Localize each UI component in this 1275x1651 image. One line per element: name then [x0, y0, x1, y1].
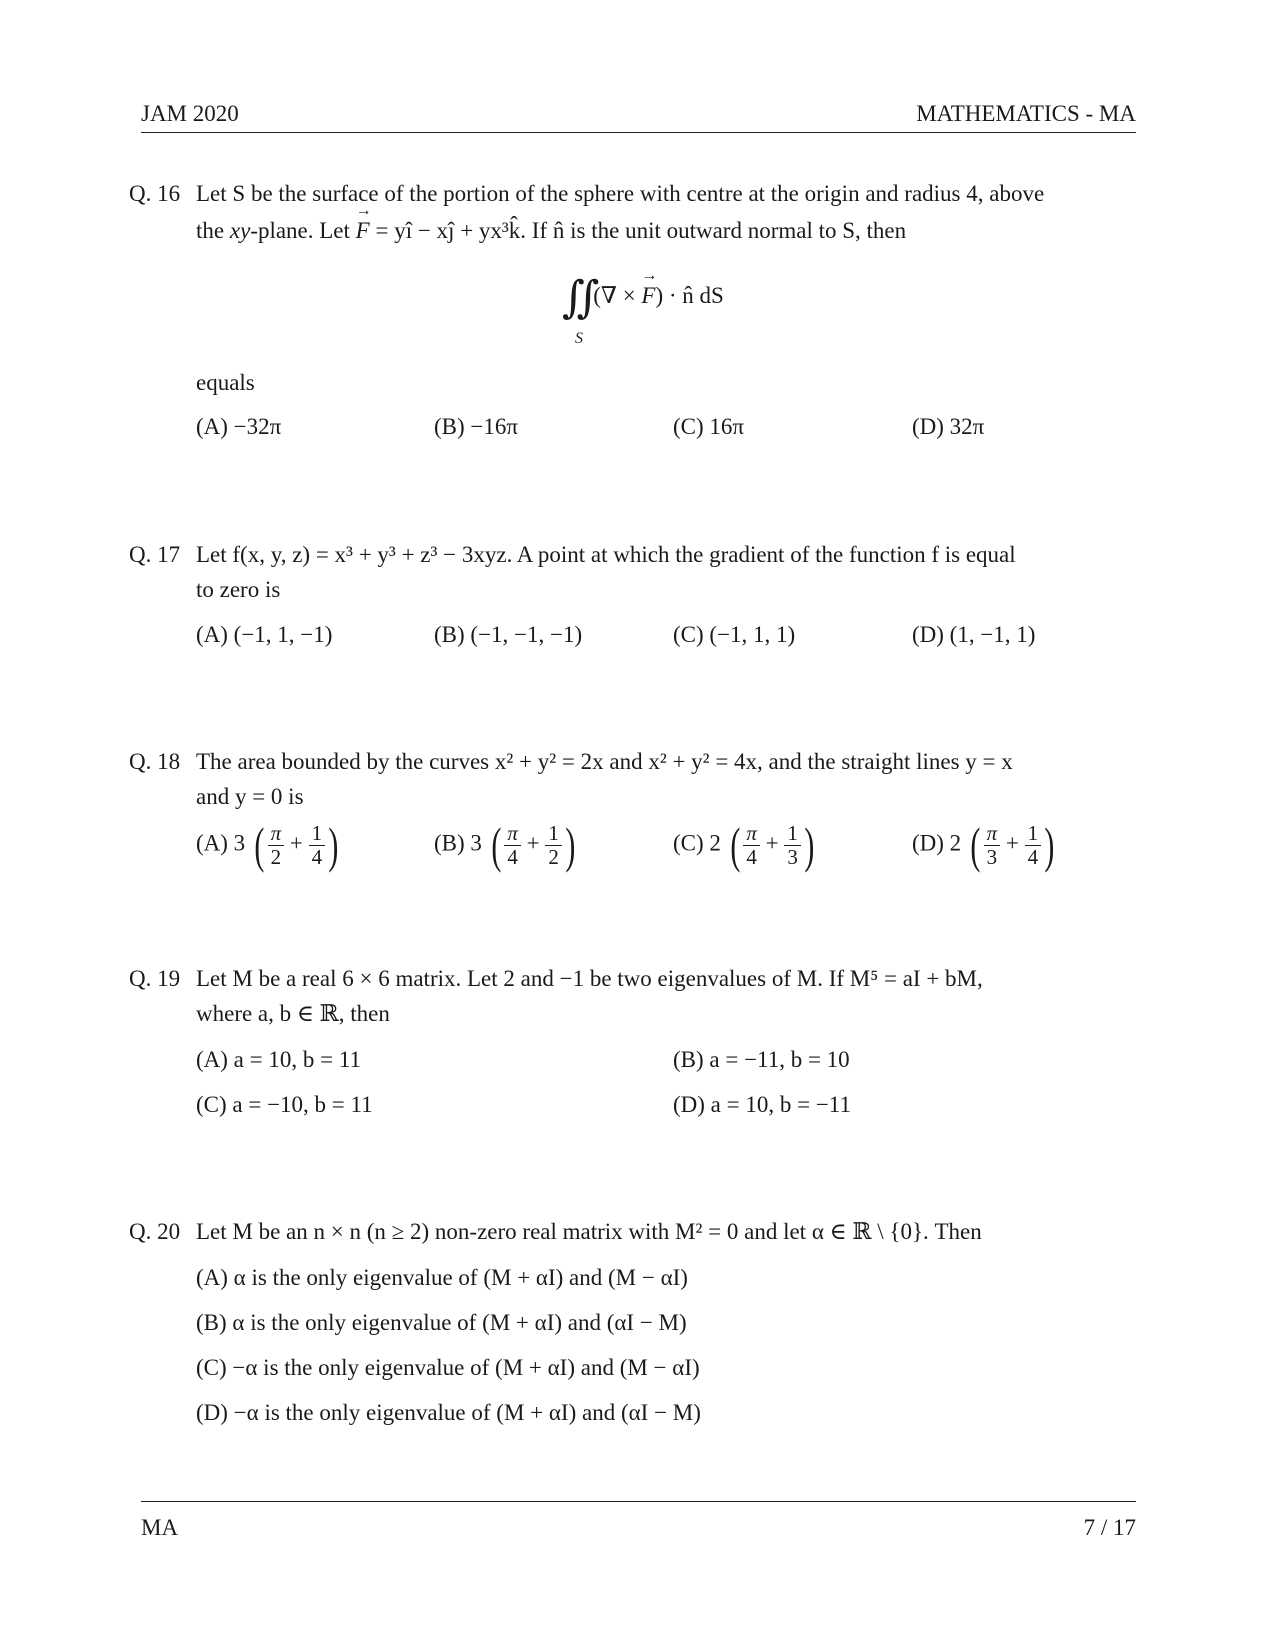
fraction: $\frac{\pi}{3}$ — [984, 822, 1001, 867]
vector-f: → F — [356, 218, 370, 244]
question-text-line: to zero is — [196, 577, 281, 602]
question-number: Q. 18 — [129, 749, 181, 774]
double-integral-sign: ∬ — [562, 273, 588, 322]
question-text-line: Let M be an n × n (n ≥ 2) non-zero real matrix with M² = 0 and let α ∈ ℝ \ {0}. Then — [196, 1219, 982, 1244]
fraction: $\frac{\pi}{2}$ — [268, 822, 285, 867]
right-paren: ) — [328, 817, 339, 873]
header-left: JAM 2020 — [141, 101, 239, 126]
option-c: (C) (−1, 1, 1) — [673, 622, 796, 647]
question-text-line: Let S be the surface of the portion of the sphere with centre at the origin and radius 4, above — [196, 181, 1045, 206]
option-b — [434, 817, 579, 873]
option-b: (B) α is the only eigenvalue of (M + αI) and (αI − M) — [196, 1310, 687, 1335]
fraction: $\frac{1}{4}$ — [1025, 822, 1042, 867]
option-c: (C) 16π — [673, 414, 745, 439]
left-paren: ( — [491, 817, 501, 873]
option-c: (C) −α is the only eigenvalue of (M + αI) and (M − αI) — [196, 1355, 700, 1380]
question-text-line: The area bounded by the curves x² + y² = 2x and x² + y² = 4x, and the straight lines y = x — [196, 749, 1013, 774]
footer-left: MA — [141, 1515, 179, 1540]
question-number: Q. 16 — [129, 181, 181, 206]
question-text-line: Let M be a real 6 × 6 matrix. Let 2 and −1 be two eigenvalues of M. If M⁵ = aI + bM, — [196, 966, 983, 991]
question-text-line: Let f(x, y, z) = x³ + y³ + z³ − 3xyz. A point at which the gradient of the function f is equal — [196, 542, 1016, 567]
fraction: $\frac{\pi}{4}$ — [504, 822, 521, 867]
header-right: MATHEMATICS - MA — [916, 101, 1136, 126]
option-c — [673, 817, 818, 873]
right-paren: ) — [804, 817, 815, 873]
fraction: $\frac{1}{4}$ — [309, 822, 326, 867]
option-b: (B) a = −11, b = 10 — [673, 1047, 850, 1072]
question-text-line — [196, 218, 906, 244]
option-a: (A) a = 10, b = 11 — [196, 1047, 361, 1072]
left-paren: ( — [730, 817, 740, 873]
surface-integral — [562, 272, 724, 323]
fraction: $\frac{1}{3}$ — [784, 822, 801, 867]
option-label: (B) 3 — [434, 830, 482, 856]
option-d: (D) (1, −1, 1) — [912, 622, 1036, 647]
fraction: $\frac{1}{2}$ — [545, 822, 562, 867]
option-label: (C) 2 — [673, 830, 721, 856]
plus-sign: + — [1005, 830, 1019, 856]
option-c: (C) a = −10, b = 11 — [196, 1092, 373, 1117]
text-run: = yî − xĵ + yx³k̂. If n̂ is the unit outward normal to S, then — [369, 218, 907, 243]
header-rule — [141, 132, 1136, 133]
plus-sign: + — [289, 830, 303, 856]
math-run: xy — [229, 218, 251, 243]
question-number: Q. 20 — [129, 1219, 181, 1244]
option-b: (B) −16π — [434, 414, 518, 439]
option-a: (A) −32π — [196, 414, 282, 439]
page-number: 7 / 17 — [1083, 1515, 1136, 1540]
integrand-part: ) · n̂ dS — [655, 282, 724, 308]
left-paren: ( — [970, 817, 981, 873]
plus-sign: + — [526, 830, 540, 856]
integral-subscript: S — [575, 330, 583, 347]
option-label: (D) 2 — [912, 830, 962, 856]
text-run: the — [196, 218, 230, 243]
footer-rule — [141, 1501, 1136, 1502]
option-a: (A) α is the only eigenvalue of (M + αI) and (M − αI) — [196, 1265, 688, 1290]
question-text-line: equals — [196, 370, 255, 395]
question-number: Q. 19 — [129, 966, 181, 991]
option-b: (B) (−1, −1, −1) — [434, 622, 583, 647]
question-text-line: and y = 0 is — [196, 784, 304, 809]
right-paren: ) — [1044, 817, 1055, 873]
option-d: (D) a = 10, b = −11 — [673, 1092, 851, 1117]
option-d: (D) −α is the only eigenvalue of (M + αI) and (αI − M) — [196, 1400, 701, 1425]
right-paren: ) — [565, 817, 576, 873]
question-number: Q. 17 — [129, 542, 181, 567]
plus-sign: + — [765, 830, 779, 856]
option-d — [912, 817, 1058, 873]
option-a: (A) (−1, 1, −1) — [196, 622, 333, 647]
vector-f: → F — [641, 283, 655, 309]
text-run: -plane. Let — [250, 218, 356, 243]
option-a — [196, 817, 342, 873]
left-paren: ( — [254, 817, 265, 873]
question-text-line: where a, b ∈ ℝ, then — [196, 1001, 390, 1026]
fraction: $\frac{\pi}{4}$ — [743, 822, 760, 867]
option-d: (D) 32π — [912, 414, 985, 439]
option-label: (A) 3 — [196, 830, 246, 856]
integrand-part: (∇ × — [593, 282, 642, 308]
